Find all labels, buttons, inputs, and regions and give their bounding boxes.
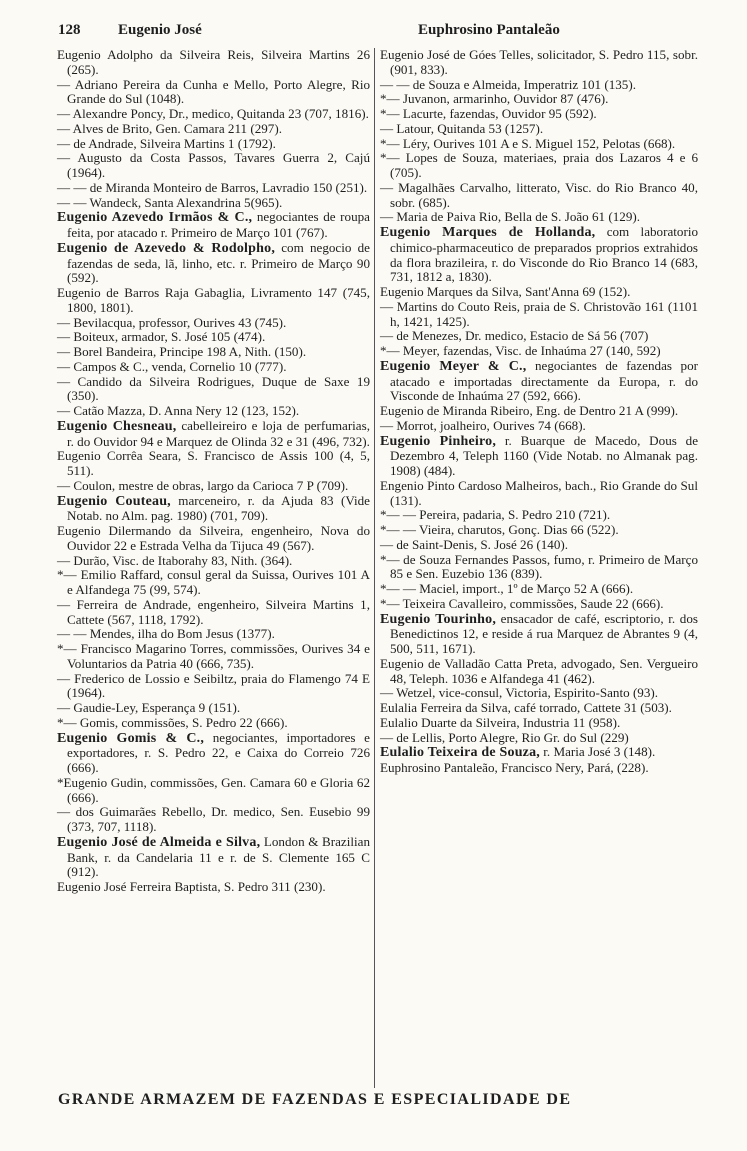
entry-text: *— Meyer, fazendas, Visc. de Inhaúma 27 (140, 592) — [380, 343, 661, 358]
directory-entry — [57, 48, 370, 78]
firm-name: Eugenio de Azevedo & Rodolpho, — [57, 240, 276, 256]
entry-text: Euphrosino Pantaleão, Francisco Nery, Pará, (228). — [380, 760, 649, 775]
entry-text: *— Léry, Ourives 101 A e S. Miguel 152, Pelotas (668). — [380, 135, 676, 151]
entry-text: — Bevilacqua, professor, Ourives 43 (745). — [57, 314, 287, 330]
entry-text: *— Teixeira Cavalleiro, commissões, Saude 22 (666). — [380, 595, 664, 611]
entry-text: *— Francisco Magarino Torres, commissões, Ourives 34 e Voluntarios da Patria 40 (666, 735). — [57, 641, 370, 671]
directory-entry — [380, 210, 698, 225]
entry-text: *— Lacurte, fazendas, Ouvidor 95 (592). — [380, 106, 597, 121]
entry-text: negociantes de roupa feita, por atacado r. Primeiro de Março 101 (767). — [67, 209, 370, 240]
entry-text: Eugenio José Ferreira Baptista, S. Pedro 311 (230). — [57, 879, 326, 894]
entry-text: — — Wandeck, Santa Alexandrina 5(965). — [57, 194, 283, 210]
entry-text: — Wetzel, vice-consul, Victoria, Espirito-Santo (93). — [380, 685, 659, 701]
entry-text: — Maria de Paiva Rio, Bella de S. João 61 (129). — [380, 209, 641, 225]
entry-text: negociantes de fazendas por atacado e importadas directamente da Europa, r. do Visconde de Inhaúma 27 (592, 666). — [390, 357, 698, 404]
page-header — [58, 22, 694, 44]
entry-text: Engenio Pinto Cardoso Malheiros, bach., Rio Grande do Sul (131). — [380, 477, 698, 508]
entry-text: com negocio de fazendas de seda, lã, linho, etc. r. Primeiro de Março 90 (592). — [67, 239, 370, 286]
directory-entry — [380, 508, 698, 523]
running-head-left: Eugenio José — [118, 22, 202, 38]
directory-entry — [380, 745, 698, 761]
directory-entry — [57, 627, 370, 642]
directory-entry — [57, 449, 370, 479]
entry-text: — Augusto da Costa Passos, Tavares Guerra 2, Cajú (1964). — [57, 150, 370, 180]
entry-text: — de Lellis, Porto Alegre, Rio Gr. do Sul (229) — [380, 729, 629, 745]
entry-text: Eugenio José de Góes Telles, solicitador, S. Pedro 115, sobr. (901, 833). — [380, 47, 698, 77]
entry-text: *— Lopes de Souza, materiaes, praia dos Lazaros 4 e 6 (705). — [380, 150, 698, 180]
directory-entry — [57, 360, 370, 375]
directory-entry — [57, 122, 370, 137]
directory-entry — [57, 375, 370, 405]
directory-entry — [380, 300, 698, 330]
directory-entry — [380, 701, 698, 716]
entry-text: Eugenio Corrêa Seara, S. Francisco de Assis 100 (4, 5, 511). — [57, 448, 370, 478]
entry-text: — Martins do Couto Reis, praia de S. Christovão 161 (1101 h, 1421, 1425). — [380, 298, 698, 329]
entry-text: *— — Maciel, import., 1º de Março 52 A (666). — [380, 581, 634, 596]
entry-text: — Morrot, joalheiro, Ourives 74 (668). — [380, 417, 586, 433]
directory-entry — [380, 122, 698, 137]
entry-text: — de Menezes, Dr. medico, Estacio de Sá 56 (707) — [380, 328, 649, 344]
directory-entry — [380, 107, 698, 122]
entry-text: marceneiro, r. da Ajuda 83 (Vide Notab. no Alm. pag. 1980) (701, 709). — [67, 492, 370, 524]
entry-text: — Boiteux, armador, S. José 105 (474). — [57, 329, 266, 345]
directory-entry — [57, 241, 370, 286]
entry-text: — Alexandre Poncy, Dr., medico, Quitanda 23 (707, 1816). — [57, 106, 369, 121]
directory-entry — [57, 598, 370, 628]
firm-name: Eugenio Meyer & C., — [380, 358, 527, 374]
directory-entry — [57, 880, 370, 895]
entry-text: *— Emilio Raffard, consul geral da Suissa, Ourives 101 A e Alfandega 75 (99, 574). — [57, 567, 370, 597]
firm-name: Eugenio Tourinho, — [380, 611, 497, 627]
directory-entry — [57, 107, 370, 122]
firm-name: Eugenio Couteau, — [57, 493, 171, 509]
entry-text: *— — Vieira, charutos, Gonç. Dias 66 (522). — [380, 522, 619, 537]
entry-text: — — de Souza e Almeida, Imperatriz 101 (135). — [380, 76, 636, 92]
entry-text: — Campos & C., venda, Cornelio 10 (777). — [57, 358, 287, 374]
directory-entry — [57, 672, 370, 702]
entry-text: Eugenio Marques da Silva, Sant'Anna 69 (152). — [380, 284, 631, 299]
directory-entry — [57, 716, 370, 731]
firm-name: Eugenio Pinheiro, — [380, 433, 497, 449]
entry-text: — Adriano Pereira da Cunha e Mello, Porto Alegre, Rio Grande do Sul (1048). — [57, 76, 370, 107]
directory-entry — [380, 329, 698, 344]
running-head-right: Euphrosino Pantaleão — [418, 22, 560, 38]
entry-text: r. Maria José 3 (148). — [540, 744, 656, 760]
entry-text: *— de Souza Fernandes Passos, fumo, r. Primeiro de Março 85 e Sen. Euzebio 136 (839). — [380, 551, 698, 582]
directory-entry — [380, 686, 698, 701]
entry-text: com laboratorio chimico-pharmaceutico de preparados proprios extrahidos da flora brazileira, r. do Visconde do Rio Branco 14 (683, 731, 1812 a, 1830). — [390, 224, 699, 285]
entry-text: — Ferreira de Andrade, engenheiro, Silveira Martins 1, Cattete (567, 1118, 1792). — [57, 596, 370, 627]
entry-text: — Borel Bandeira, Principe 198 A, Nith. (150). — [57, 344, 307, 359]
firm-name: Eugenio Chesneau, — [57, 418, 177, 434]
directory-entry — [57, 731, 370, 776]
entry-text: Eugenio Dilermando da Silveira, engenheiro, Nova do Ouvidor 22 e Estrada Velha da Tijuca 49 (567). — [57, 523, 370, 553]
directory-entry — [380, 137, 698, 152]
entry-text: — dos Guimarães Rebello, Dr. medico, Sen. Eusebio 99 (373, 707, 1118). — [57, 804, 370, 834]
directory-entry — [57, 78, 370, 108]
directory-entry — [380, 359, 698, 404]
entry-text: — Durão, Visc. de Itaborahy 83, Nith. (364). — [57, 552, 293, 568]
entry-text: — de Saint-Denis, S. José 26 (140). — [380, 536, 569, 552]
directory-entry — [380, 716, 698, 731]
directory-entry — [57, 419, 370, 450]
directory-entry — [57, 494, 370, 525]
entry-text: — Gaudie-Ley, Esperança 9 (151). — [57, 700, 241, 715]
directory-entry — [57, 835, 370, 880]
directory-entry — [57, 316, 370, 331]
directory-entry — [57, 330, 370, 345]
directory-entry — [57, 137, 370, 152]
entry-text: *Eugenio Gudin, commissões, Gen. Camara 60 e Gloria 62 (666). — [57, 774, 370, 805]
directory-entry — [380, 434, 698, 479]
entry-text: — Magalhães Carvalho, litterato, Visc. do Rio Branco 40, sobr. (685). — [380, 179, 698, 210]
entry-text: — Latour, Quitanda 53 (1257). — [380, 120, 544, 136]
entry-text: — de Andrade, Silveira Martins 1 (1792). — [57, 135, 276, 151]
entry-text: London & Brazilian Bank, r. da Candelaria 11 e r. de S. Clemente 165 C (912). — [67, 833, 370, 880]
directory-entry — [380, 151, 698, 181]
entry-text: Eugenio de Barros Raja Gabaglia, Livramento 147 (745, 1800, 1801). — [57, 285, 370, 315]
directory-entry — [57, 554, 370, 569]
directory-entry — [57, 642, 370, 672]
directory-entry — [380, 657, 698, 687]
firm-name: Eugenio Azevedo Irmãos & C., — [57, 210, 253, 226]
directory-entry — [380, 92, 698, 107]
entry-text: *— — Pereira, padaria, S. Pedro 210 (721). — [380, 507, 611, 523]
advertisement-footer: GRANDE ARMAZEM DE FAZENDAS E ESPECIALIDADE DE — [58, 1091, 572, 1108]
firm-name: Eugenio Marques de Hollanda, — [380, 225, 596, 240]
directory-entry — [380, 731, 698, 746]
directory-entry — [57, 286, 370, 316]
entry-text: — Candido da Silveira Rodrigues, Duque de Saxe 19 (350). — [57, 373, 370, 404]
directory-entry — [57, 479, 370, 494]
directory-entry — [380, 181, 698, 211]
entry-text: Eugenio de Valladão Catta Preta, advogado, Sen. Vergueiro 48, Teleph. 1036 e Alfandega 41 (462). — [380, 655, 698, 686]
firm-name: Eulalio Teixeira de Souza, — [380, 745, 540, 761]
directory-entry — [380, 419, 698, 434]
directory-entry — [57, 524, 370, 554]
entry-text: Eulalio Duarte da Silveira, Industria 11 (958). — [380, 714, 621, 730]
directory-entry — [380, 761, 698, 776]
directory-entry — [57, 805, 370, 835]
directory-entry — [380, 48, 698, 78]
entry-text: Eulalia Ferreira da Silva, café torrado, Cattete 31 (503). — [380, 700, 672, 715]
entry-text: ensacador de café, escriptorio, r. dos Benedictinos 12, e reside á rua Marquez de Abrantes 9 (4, 500, 511, 1671). — [390, 610, 698, 656]
directory-entry — [57, 701, 370, 716]
directory-entry — [57, 568, 370, 598]
directory-entry — [380, 225, 698, 285]
page-number: 128 — [58, 22, 81, 38]
firm-name: Eugenio José de Almeida e Silva, — [57, 834, 261, 850]
directory-entry — [57, 181, 370, 196]
directory-entry — [380, 582, 698, 597]
entry-text: negociantes, importadores e exportadores, r. S. Pedro 22, e Caixa do Correio 726 (666). — [67, 729, 370, 775]
entry-text: *— Gomis, commissões, S. Pedro 22 (666). — [57, 714, 288, 730]
directory-entry — [380, 479, 698, 509]
directory-entry — [57, 776, 370, 806]
directory-entry — [380, 344, 698, 359]
directory-entry — [380, 612, 698, 657]
directory-entry — [380, 78, 698, 93]
entry-text: — Frederico de Lossio e Seibiltz, praia do Flamengo 74 E (1964). — [57, 670, 370, 701]
directory-entry — [380, 404, 698, 419]
entry-text: — Alves de Brito, Gen. Camara 211 (297). — [57, 120, 282, 136]
directory-entry — [57, 196, 370, 211]
column-divider — [374, 48, 375, 1088]
directory-entry — [380, 553, 698, 583]
right-column — [380, 48, 698, 776]
directory-entry — [57, 345, 370, 360]
firm-name: Eugenio Gomis & C., — [57, 730, 205, 746]
entry-text: — — de Miranda Monteiro de Barros, Lavradio 150 (251). — [57, 179, 368, 195]
entry-text: — — Mendes, ilha do Bom Jesus (1377). — [57, 626, 275, 642]
entry-text: — Coulon, mestre de obras, largo da Carioca 7 P (709). — [57, 477, 349, 493]
directory-entry — [380, 597, 698, 612]
entry-text: cabelleireiro e loja de perfumarias, r. do Ouvidor 94 e Marquez de Olinda 32 e 31 (496, 732). — [67, 417, 370, 449]
directory-entry — [57, 404, 370, 419]
directory-entry — [380, 538, 698, 553]
directory-entry — [57, 210, 370, 241]
directory-entry — [380, 285, 698, 300]
entry-text: Eugenio Adolpho da Silveira Reis, Silveira Martins 26 (265). — [57, 47, 370, 77]
left-column — [57, 48, 370, 895]
entry-text: *— Juvanon, armarinho, Ouvidor 87 (476). — [380, 91, 609, 107]
entry-text: Eugenio de Miranda Ribeiro, Eng. de Dentro 21 A (999). — [380, 403, 679, 418]
entry-text: r. Buarque de Macedo, Dous de Dezembro 4, Teleph 1160 (Vide Notab. no Almanak pag. 1908) (484). — [390, 432, 699, 478]
directory-entry — [380, 523, 698, 538]
entry-text: — Catão Mazza, D. Anna Nery 12 (123, 152). — [57, 403, 300, 418]
directory-entry — [57, 151, 370, 181]
